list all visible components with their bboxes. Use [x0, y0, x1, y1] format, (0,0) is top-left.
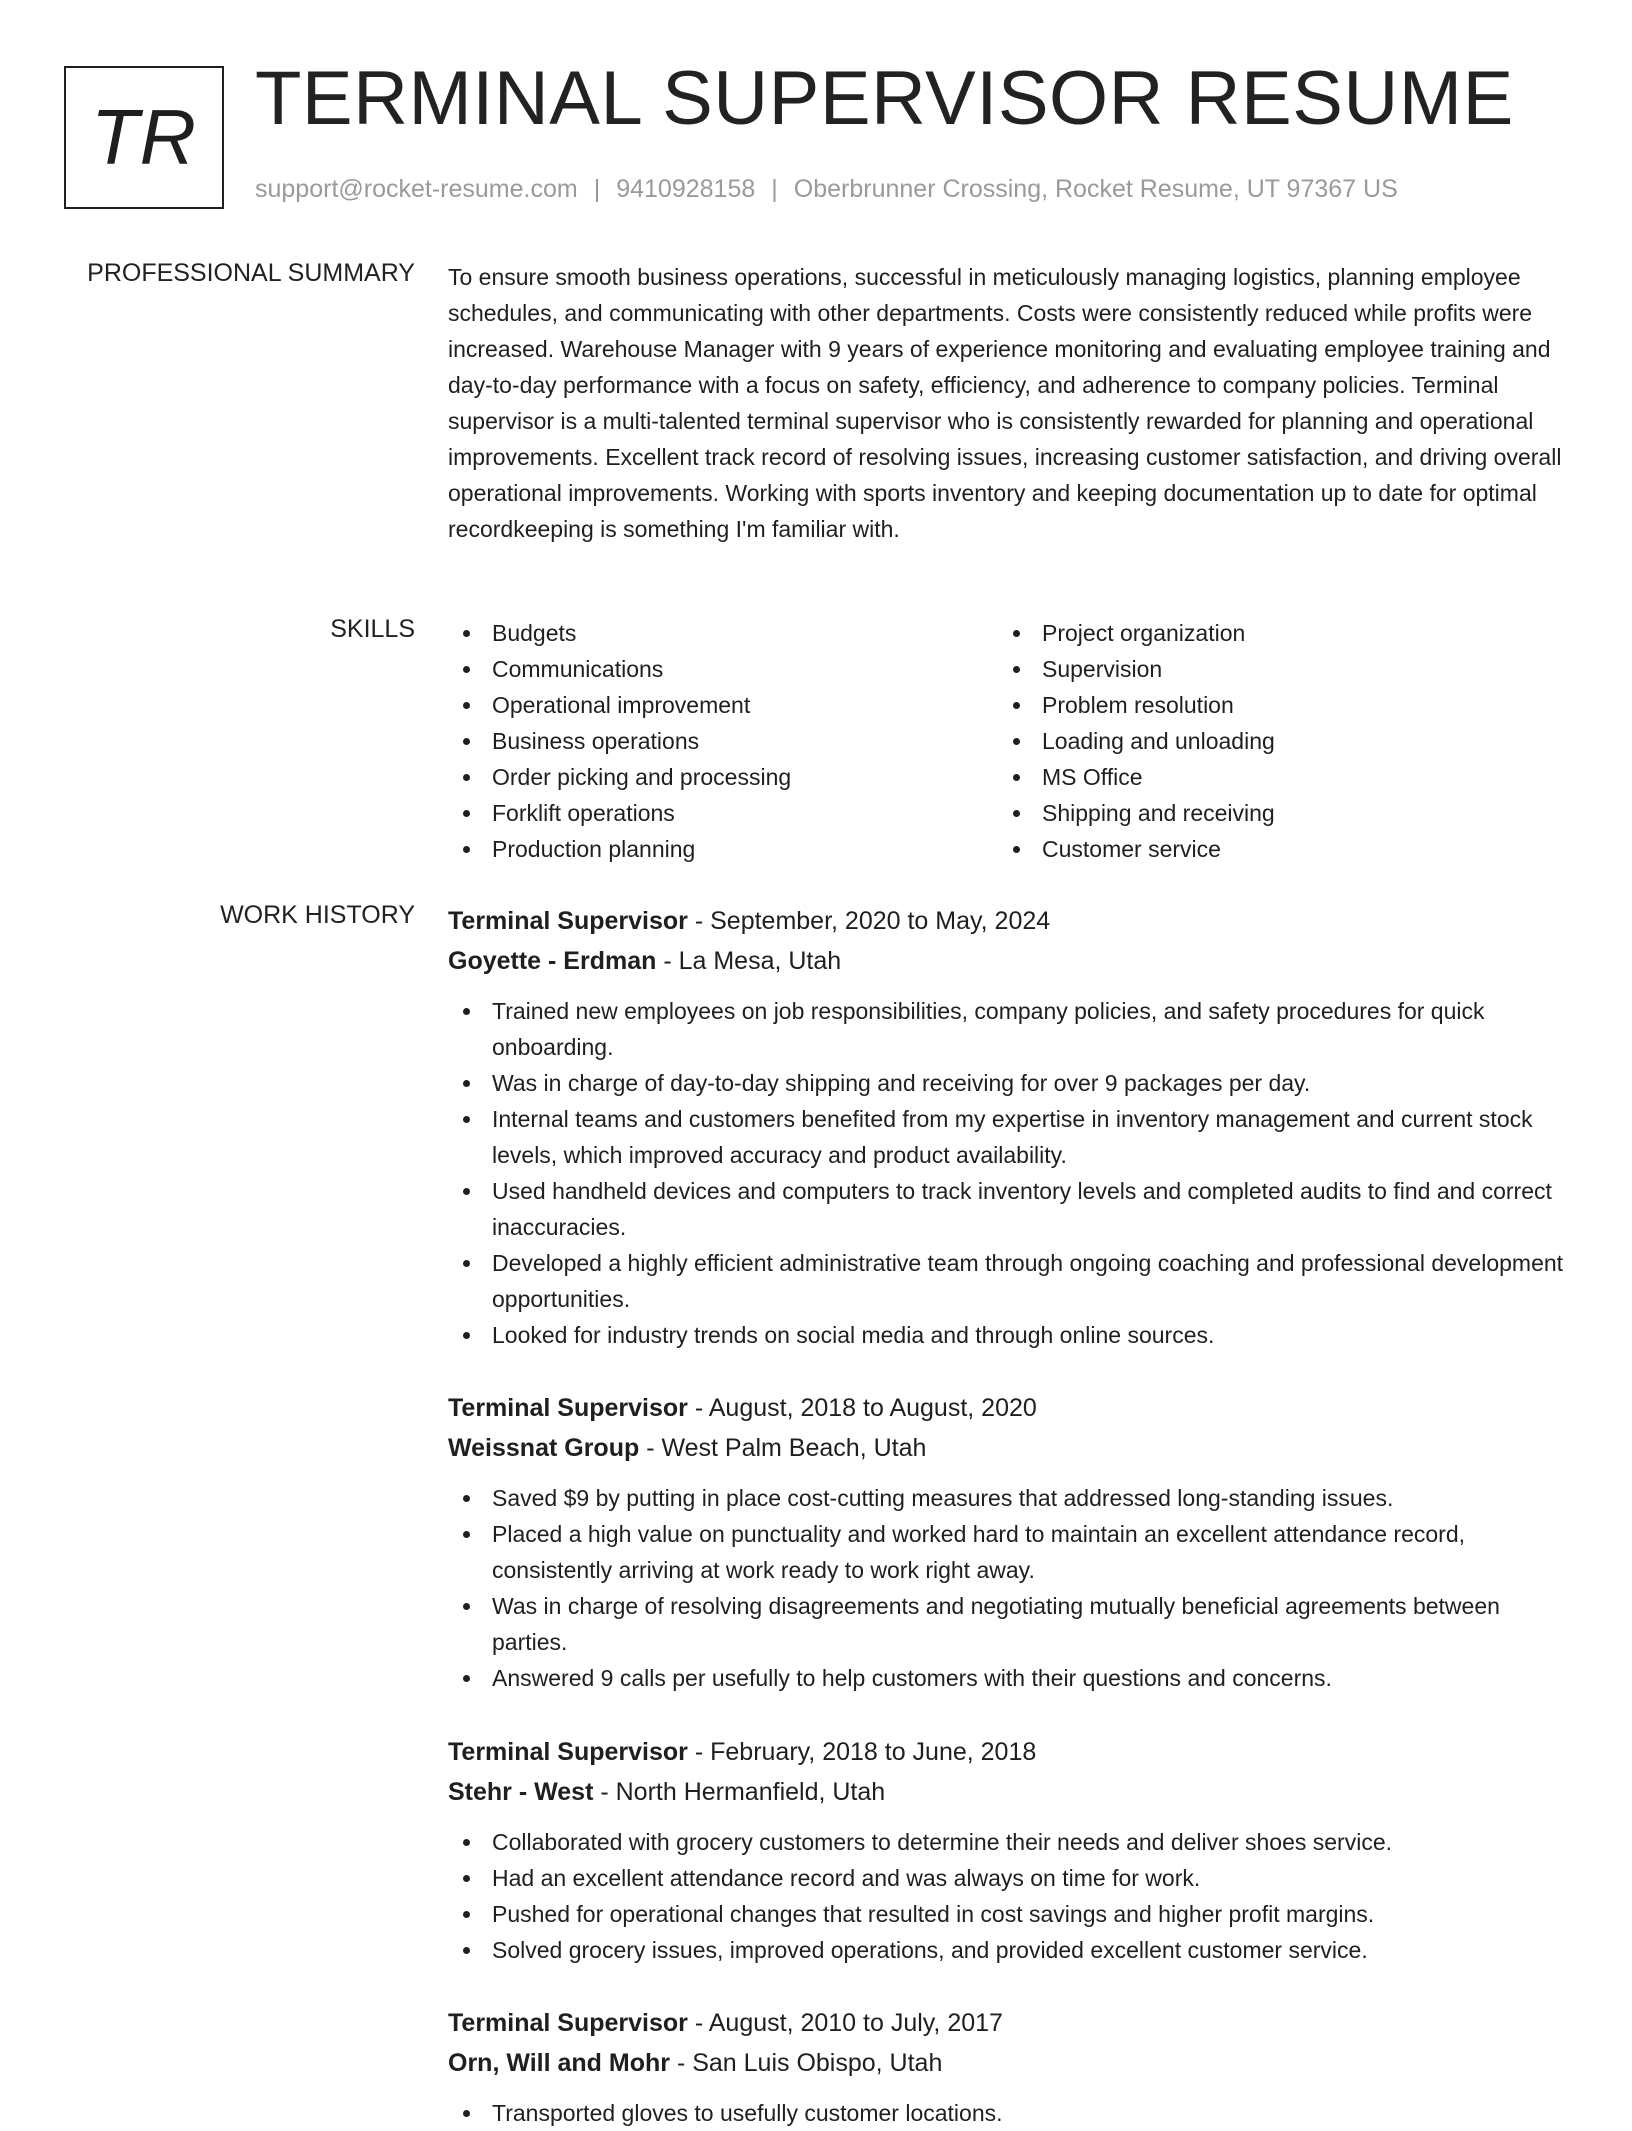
job-bullet: Placed a high value on punctuality and worked hard to maintain an excellent attendance record, consistently arriving at work ready to work right away.	[448, 1516, 1568, 1588]
job-location: - West Palm Beach, Utah	[639, 1434, 927, 1462]
job-company: Weissnat Group	[448, 1434, 640, 1462]
job-bullet: Trained new employees on job responsibilities, company policies, and safety procedures for quick onboarding.	[448, 993, 1568, 1065]
job-bullet: Had an excellent attendance record and was always on time for work.	[448, 1860, 1568, 1896]
job-bullets	[448, 1480, 1568, 1696]
skill-item: Budgets	[448, 615, 998, 651]
job-bullets	[448, 1824, 1568, 1968]
skills-heading: SKILLS	[330, 615, 415, 643]
job-company: Stehr - West	[448, 1778, 594, 1806]
job-bullet: Collaborated with grocery customers to determine their needs and deliver shoes service.	[448, 1824, 1568, 1860]
job-dates: - February, 2018 to June, 2018	[687, 1738, 1037, 1766]
job-bullet: Answered 9 calls per usefully to help customers with their questions and concerns.	[448, 1660, 1568, 1696]
job-company-line	[448, 1772, 1568, 1812]
skill-item: MS Office	[998, 759, 1548, 795]
job-dates: - August, 2010 to July, 2017	[687, 2009, 1003, 2037]
skill-item: Business operations	[448, 723, 998, 759]
job-bullet: Developed a highly efficient administrative team through ongoing coaching and professional development opportunities.	[448, 1245, 1568, 1317]
job-title: Terminal Supervisor	[448, 1394, 688, 1422]
job-company-line	[448, 941, 1568, 981]
job-bullet: Solved grocery issues, improved operations, and provided excellent customer service.	[448, 1932, 1568, 1968]
job-bullet: Was in charge of day-to-day shipping and receiving for over 9 packages per day.	[448, 1065, 1568, 1101]
work-history-heading: WORK HISTORY	[220, 901, 415, 929]
job-bullet: Looked for industry trends on social media and through online sources.	[448, 1317, 1568, 1353]
job-title-line	[448, 901, 1568, 941]
job-title: Terminal Supervisor	[448, 2009, 688, 2037]
page-title: TERMINAL SUPERVISOR RESUME	[255, 56, 1514, 141]
job-entry	[448, 901, 1568, 1353]
job-title-line	[448, 1732, 1568, 1772]
skill-item: Loading and unloading	[998, 723, 1548, 759]
job-company: Orn, Will and Mohr	[448, 2049, 670, 2077]
job-entry	[448, 1388, 1568, 1696]
skill-item: Problem resolution	[998, 687, 1548, 723]
skill-item: Production planning	[448, 831, 998, 867]
contact-phone[interactable]: 9410928158	[616, 175, 756, 203]
summary-text: To ensure smooth business operations, successful in meticulously managing logistics, planning employee schedules, and communicating with other departments. Costs were consistently reduced while profits were increased. Warehouse Manager with 9 years of experience monitoring and evaluating employee training and day-to-day performance with a focus on safety, efficiency, and adherence to company policies. Terminal supervisor is a multi-talented terminal supervisor who is consistently rewarded for planning and operational improvements. Excellent track record of resolving issues, increasing customer satisfaction, and driving overall operational improvements. Working with sports inventory and keeping documentation up to date for optimal recordkeeping is something I'm familiar with.	[448, 264, 1562, 542]
job-bullet: Was in charge of resolving disagreements and negotiating mutually beneficial agreements between parties.	[448, 1588, 1568, 1660]
job-bullet: Saved $9 by putting in place cost-cutting measures that addressed long-standing issues.	[448, 1480, 1568, 1516]
skill-item: Communications	[448, 651, 998, 687]
contact-address: Oberbrunner Crossing, Rocket Resume, UT 97367 US	[793, 175, 1398, 203]
skills-column-left	[448, 615, 998, 867]
skill-item: Operational improvement	[448, 687, 998, 723]
job-title-line	[448, 2003, 1568, 2043]
job-title: Terminal Supervisor	[448, 1738, 688, 1766]
job-bullets	[448, 993, 1568, 1353]
job-bullet: Transported gloves to usefully customer locations.	[448, 2095, 1568, 2131]
summary-heading: PROFESSIONAL SUMMARY	[87, 259, 415, 287]
skill-item: Project organization	[998, 615, 1548, 651]
skill-item: Supervision	[998, 651, 1548, 687]
job-dates: - September, 2020 to May, 2024	[687, 907, 1051, 935]
skill-item: Order picking and processing	[448, 759, 998, 795]
monogram-initials: TR	[91, 93, 197, 181]
skills-list	[448, 615, 1568, 867]
job-title: Terminal Supervisor	[448, 907, 688, 935]
job-entry	[448, 2003, 1568, 2131]
skill-item: Forklift operations	[448, 795, 998, 831]
job-company-line	[448, 1428, 1568, 1468]
job-location: - San Luis Obispo, Utah	[670, 2049, 943, 2077]
job-title-line	[448, 1388, 1568, 1428]
contact-line	[255, 175, 1398, 204]
job-entry	[448, 1732, 1568, 1968]
skills-column-right	[998, 615, 1548, 867]
job-dates: - August, 2018 to August, 2020	[687, 1394, 1037, 1422]
job-location: - La Mesa, Utah	[656, 947, 842, 975]
contact-separator: |	[593, 175, 601, 203]
job-location: - North Hermanfield, Utah	[593, 1778, 886, 1806]
job-bullet: Pushed for operational changes that resulted in cost savings and higher profit margins.	[448, 1896, 1568, 1932]
skill-item: Customer service	[998, 831, 1548, 867]
contact-separator: |	[771, 175, 778, 203]
job-company: Goyette - Erdman	[448, 947, 657, 975]
contact-email[interactable]: support@rocket-resume.com	[255, 175, 578, 203]
job-company-line	[448, 2043, 1568, 2083]
monogram-box	[64, 66, 224, 209]
job-bullet: Used handheld devices and computers to track inventory levels and completed audits to find and correct inaccuracies.	[448, 1173, 1568, 1245]
job-bullet: Internal teams and customers benefited from my expertise in inventory management and current stock levels, which improved accuracy and product availability.	[448, 1101, 1568, 1173]
job-bullets	[448, 2095, 1568, 2131]
skill-item: Shipping and receiving	[998, 795, 1548, 831]
